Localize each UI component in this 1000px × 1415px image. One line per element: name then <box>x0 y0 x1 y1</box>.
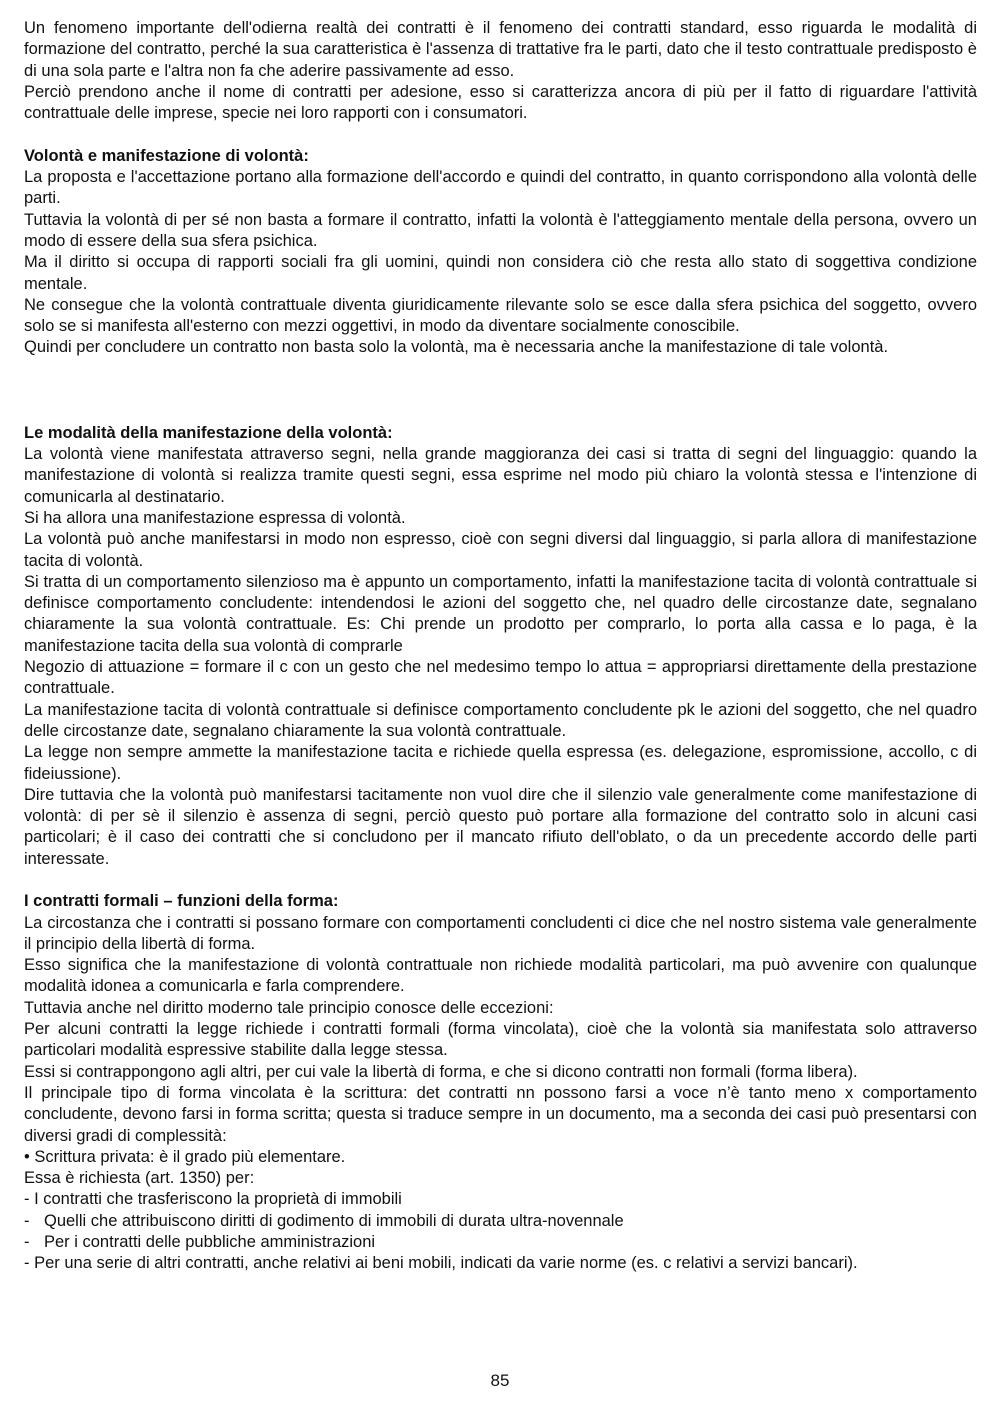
body-paragraph: Dire tuttavia che la volontà può manifestarsi tacitamente non vuol dire che il silenzio vale generalmente come manifestazione di volontà: di per sè il silenzio è assenza di segni, perciò questo può portare alla formazione del contratto solo in alcuni casi particolari; è il caso dei contratti che si concludono per il mancato rifiuto dell'oblato, o da un precedente accordo delle parti interessate. <box>24 785 977 868</box>
section-heading: Le modalità della manifestazione della volontà: <box>24 423 393 442</box>
spacer <box>24 124 977 145</box>
list-item <box>24 1211 977 1232</box>
body-paragraph: Essi si contrappongono agli altri, per cui vale la libertà di forma, e che si dicono contratti non formali (forma libera). <box>24 1062 858 1081</box>
body-paragraph: Per alcuni contratti la legge richiede i contratti formali (forma vincolata), cioè che la volontà sia manifestata solo attraverso particolari modalità espressive stabilite dalla legge stessa. <box>24 1020 977 1060</box>
body-paragraph: Ma il diritto si occupa di rapporti sociali fra gli uomini, quindi non considera ciò che resta allo stato di soggettiva condizione mentale. <box>24 253 977 293</box>
section-heading: I contratti formali – funzioni della forma: <box>24 892 339 911</box>
spacer <box>24 359 977 423</box>
body-paragraph: La proposta e l'accettazione portano alla formazione dell'accordo e quindi del contratto, in quanto corrispondono alla volontà delle parti. <box>24 168 977 208</box>
list-item-text: Per i contratti delle pubbliche amministrazioni <box>44 1233 376 1252</box>
body-paragraph: Negozio di attuazione = formare il c con un gesto che nel medesimo tempo lo attua = appropriarsi direttamente della prestazione contrattuale. <box>24 658 977 698</box>
section-heading: Volontà e manifestazione di volontà: <box>24 146 309 165</box>
body-paragraph: La volontà può anche manifestarsi in modo non espresso, cioè con segni diversi dal linguaggio, si parla allora di manifestazione tacita di volontà. <box>24 530 977 570</box>
spacer <box>24 870 977 891</box>
list-line: - I contratti che trasferiscono la proprietà di immobili <box>24 1190 402 1209</box>
body-paragraph: Tuttavia anche nel diritto moderno tale principio conosce delle eccezioni: <box>24 998 554 1017</box>
list-line: - Per una serie di altri contratti, anche relativi ai beni mobili, indicati da varie norme (es. c relativi a servizi bancari). <box>24 1254 858 1273</box>
intro-paragraph: Perciò prendono anche il nome di contratti per adesione, esso si caratterizza ancora di più per il fatto di riguardare l'attività contrattuale delle imprese, specie nei loro rapporti con i consumatori. <box>24 82 977 123</box>
body-paragraph: La volontà viene manifestata attraverso segni, nella grande maggioranza dei casi si tratta di segni del linguaggio: quando la manifestazione di volontà si realizza tramite questi segni, essa esprime nel modo più chiaro la volontà stessa e l'intenzione di comunicarla al destinatario. <box>24 445 977 506</box>
body-paragraph: La legge non sempre ammette la manifestazione tacita e richiede quella espressa (es. delegazione, espromissione, accollo, c di fideiussione). <box>24 743 977 783</box>
body-paragraph: Il principale tipo di forma vincolata è la scrittura: det contratti nn possono farsi a voce n’è tanto meno x comportamento concludente, devono farsi in forma scritta; questa si traduce sempre in un documento, ma a seconda dei casi può presentarsi con diversi gradi di complessità: <box>24 1083 977 1145</box>
body-paragraph: Ne consegue che la volontà contrattuale diventa giuridicamente rilevante solo se esce dalla sfera psichica del soggetto, ovvero solo se si manifesta all'esterno con mezzi oggettivi, in modo da diventare socialmente conoscibile. <box>24 295 977 336</box>
body-paragraph: Si ha allora una manifestazione espressa di volontà. <box>24 508 406 527</box>
list-item <box>24 1232 977 1253</box>
page-number: 85 <box>490 1371 510 1390</box>
document-page <box>24 18 977 1275</box>
list-marker: - <box>24 1233 30 1252</box>
body-paragraph: Essa è richiesta (art. 1350) per: <box>24 1169 255 1188</box>
body-paragraph: Si tratta di un comportamento silenzioso ma è appunto un comportamento, infatti la manifestazione tacita di volontà contrattuale si definisce comportamento concludente: intendendosi le azioni del soggetto che, nel quadro delle circostanze date, segnalano chiaramente la sua volontà contrattuale. Es: Chi prende un prodotto per comprarlo, lo porta alla cassa e lo paga, è la manifestazione tacita della sua volontà di comprarle <box>24 572 977 655</box>
body-paragraph: Tuttavia la volontà di per sé non basta a formare il contratto, infatti la volontà è l'atteggiamento mentale della persona, ovvero un modo di essere della sua sfera psichica. <box>24 210 977 250</box>
body-paragraph: La circostanza che i contratti si possano formare con comportamenti concludenti ci dice che nel nostro sistema vale generalmente il principio della libertà di forma. <box>24 913 977 953</box>
bullet-line: • Scrittura privata: è il grado più elementare. <box>24 1147 346 1166</box>
body-paragraph: Quindi per concludere un contratto non basta solo la volontà, ma è necessaria anche la manifestazione di tale volontà. <box>24 338 889 357</box>
body-paragraph: Esso significa che la manifestazione di volontà contrattuale non richiede modalità particolari, ma può avvenire con qualunque modalità idonea a comunicarla e farla comprendere. <box>24 956 977 996</box>
list-marker: - <box>24 1211 30 1230</box>
body-paragraph: La manifestazione tacita di volontà contrattuale si definisce comportamento concludente pk le azioni del soggetto, che nel quadro delle circostanze date, segnalano chiaramente la sua volontà contrattuale. <box>24 700 977 740</box>
list-item-text: Quelli che attribuiscono diritti di godimento di immobili di durata ultra-novennale <box>44 1211 624 1230</box>
intro-paragraph: Un fenomeno importante dell'odierna realtà dei contratti è il fenomeno dei contratti standard, esso riguarda le modalità di formazione del contratto, perché la sua caratteristica è l'assenza di trattative fra le parti, dato che il testo contrattuale predisposto è di una sola parte e l'altra non fa che aderire passivamente ad esso. <box>24 19 977 80</box>
